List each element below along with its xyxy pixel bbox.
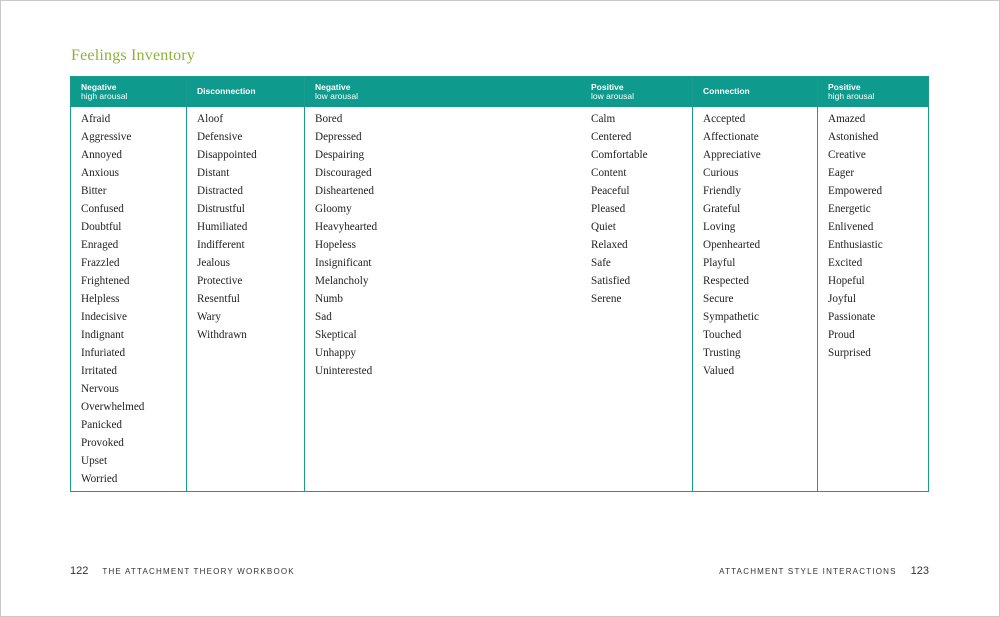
feeling-word: Jealous (197, 257, 230, 269)
feeling-word: Indecisive (81, 311, 127, 323)
feeling-word: Unhappy (315, 347, 357, 359)
feeling-word: Infuriated (81, 347, 126, 359)
feeling-word: Aggressive (81, 131, 132, 143)
feeling-word: Enlivened (828, 221, 874, 233)
feeling-word: Protective (197, 275, 243, 287)
feeling-word: Content (591, 167, 627, 179)
feeling-word: Hopeful (828, 275, 865, 287)
column-heading: Disconnection (197, 86, 256, 97)
feeling-word: Indifferent (197, 239, 245, 251)
word-list (197, 110, 300, 344)
word-list (81, 110, 182, 488)
feeling-word: Hopeless (315, 239, 357, 251)
feeling-word: Annoyed (81, 149, 123, 161)
feeling-word: Sympathetic (703, 311, 759, 323)
word-list (591, 110, 689, 308)
feeling-word: Provoked (81, 437, 124, 449)
feeling-word: Empowered (828, 185, 883, 197)
column-heading: Positive high arousal (828, 81, 875, 101)
feeling-word: Accepted (703, 113, 746, 125)
feeling-word: Safe (591, 257, 611, 269)
feeling-word: Numb (315, 293, 343, 305)
feeling-word: Enraged (81, 239, 119, 251)
feeling-word: Frazzled (81, 257, 120, 269)
feeling-word: Uninterested (315, 365, 373, 377)
column-disconnection (187, 77, 305, 491)
feeling-word: Energetic (828, 203, 871, 215)
feeling-word: Despairing (315, 149, 365, 161)
column-positive-high-arousal (818, 77, 928, 491)
column-heading: Positive low arousal (591, 81, 634, 101)
feeling-word: Frightened (81, 275, 130, 287)
footer-right (719, 565, 929, 577)
feeling-word: Defensive (197, 131, 243, 143)
feeling-word: Irritated (81, 365, 118, 377)
feeling-word: Humiliated (197, 221, 248, 233)
feeling-word: Grateful (703, 203, 741, 215)
feeling-word: Sad (315, 311, 332, 323)
running-head-left: THE ATTACHMENT THEORY WORKBOOK (102, 566, 295, 576)
feeling-word: Distrustful (197, 203, 245, 215)
feeling-word: Afraid (81, 113, 111, 125)
feeling-word: Surprised (828, 347, 871, 359)
feeling-word: Insignificant (315, 257, 372, 269)
column-heading: Negative high arousal (81, 81, 128, 101)
feeling-word: Creative (828, 149, 866, 161)
feeling-word: Centered (591, 131, 632, 143)
feeling-word: Discouraged (315, 167, 372, 179)
feelings-table (70, 76, 929, 492)
feeling-word: Quiet (591, 221, 616, 233)
feeling-word: Doubtful (81, 221, 122, 233)
feeling-word: Touched (703, 329, 742, 341)
page-number-left: 122 (70, 565, 89, 577)
feeling-word: Confused (81, 203, 124, 215)
feeling-word: Heavyhearted (315, 221, 378, 233)
feeling-word: Peaceful (591, 185, 630, 197)
feeling-word: Loving (703, 221, 736, 233)
feeling-word: Passionate (828, 311, 876, 323)
column-heading: Connection (703, 86, 750, 97)
feeling-word: Anxious (81, 167, 119, 179)
column-negative-high-arousal (71, 77, 187, 491)
feeling-word: Astonished (828, 131, 879, 143)
feeling-word: Bitter (81, 185, 107, 197)
running-head-right: ATTACHMENT STYLE INTERACTIONS (719, 566, 897, 576)
feeling-word: Satisfied (591, 275, 631, 287)
feeling-word: Openhearted (703, 239, 761, 251)
page-title: Feelings Inventory (71, 47, 196, 64)
feeling-word: Amazed (828, 113, 866, 125)
feeling-word: Aloof (197, 113, 224, 125)
feeling-word: Melancholy (315, 275, 369, 287)
feeling-word: Secure (703, 293, 734, 305)
feeling-word: Nervous (81, 383, 119, 395)
page-number-right: 123 (910, 565, 929, 577)
feeling-word: Playful (703, 257, 736, 269)
feeling-word: Proud (828, 329, 855, 341)
feeling-word: Valued (703, 365, 735, 377)
feeling-word: Distracted (197, 185, 243, 197)
feeling-word: Skeptical (315, 329, 357, 341)
feeling-word: Trusting (703, 347, 741, 359)
feeling-word: Resentful (197, 293, 240, 305)
feeling-word: Panicked (81, 419, 123, 431)
feeling-word: Affectionate (703, 131, 759, 143)
column-heading: Negative low arousal (315, 81, 358, 101)
feeling-word: Respected (703, 275, 749, 287)
feeling-word: Joyful (828, 293, 856, 305)
column-connection (693, 77, 818, 491)
footer-left (70, 565, 295, 577)
feeling-word: Worried (81, 473, 118, 485)
feeling-word: Gloomy (315, 203, 352, 215)
feeling-word: Excited (828, 257, 863, 269)
feeling-word: Wary (197, 311, 221, 323)
word-list (703, 110, 813, 380)
column-positive-low-arousal (581, 77, 693, 491)
feeling-word: Calm (591, 113, 616, 125)
feeling-word: Enthusiastic (828, 239, 883, 251)
feeling-word: Helpless (81, 293, 120, 305)
feeling-word: Disappointed (197, 149, 257, 161)
feeling-word: Comfortable (591, 149, 648, 161)
feeling-word: Serene (591, 293, 622, 305)
feeling-word: Depressed (315, 131, 362, 143)
feeling-word: Indignant (81, 329, 124, 341)
feeling-word: Disheartened (315, 185, 375, 197)
feeling-word: Eager (828, 167, 855, 179)
feeling-word: Upset (81, 455, 108, 467)
word-list (828, 110, 924, 362)
feeling-word: Distant (197, 167, 230, 179)
feeling-word: Friendly (703, 185, 741, 197)
feeling-word: Withdrawn (197, 329, 247, 341)
feeling-word: Pleased (591, 203, 626, 215)
feeling-word: Bored (315, 113, 343, 125)
feeling-word: Curious (703, 167, 739, 179)
feeling-word: Appreciative (703, 149, 761, 161)
feeling-word: Overwhelmed (81, 401, 145, 413)
feeling-word: Relaxed (591, 239, 628, 251)
